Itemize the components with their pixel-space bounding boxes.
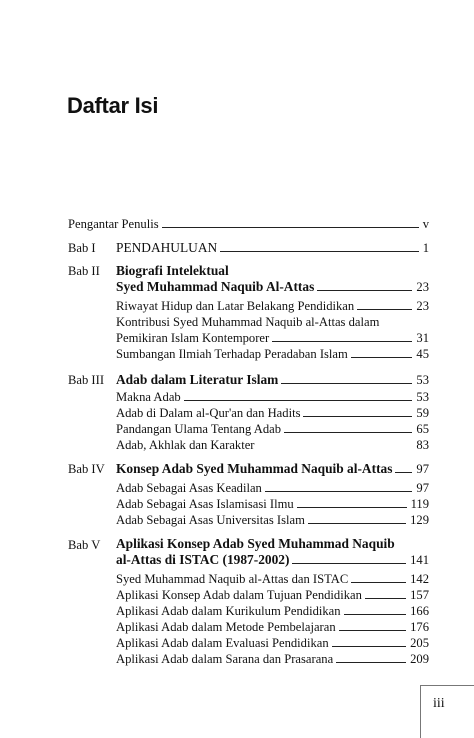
toc-entry: [116, 481, 429, 496]
toc-leader-line: [265, 491, 413, 492]
toc-entry: [116, 438, 429, 453]
toc-entry-page: 23: [416, 280, 429, 294]
toc-entry-pengantar: [68, 217, 429, 232]
toc-entry: [116, 347, 429, 362]
toc-leader-line: [351, 357, 413, 358]
toc-chapter-title-line-1: Aplikasi Konsep Adab Syed Muhammad Naquib: [116, 536, 395, 551]
toc-entry-page: 83: [416, 438, 429, 452]
toc-entry-bab-3: [116, 372, 429, 388]
toc-leader-line: [272, 341, 412, 342]
toc-chapter-title-line-1: Biografi Intelektual: [116, 263, 229, 278]
toc-entry: [116, 572, 429, 587]
toc-chapter-number: Bab IV: [68, 462, 105, 476]
toc-entry-label: Adab dalam Literatur Islam: [116, 372, 279, 387]
toc-entry-page: 59: [416, 406, 429, 420]
toc-entry-page: 119: [410, 497, 429, 511]
toc-entry-label: Adab, Akhlak dan Karakter: [116, 438, 255, 452]
toc-entry-page: 97: [416, 481, 429, 495]
toc-leader-line: [284, 432, 412, 433]
toc-entry-bab-4: [116, 461, 429, 477]
toc-entry-page: 157: [410, 588, 429, 602]
toc-leader-line: [317, 290, 412, 291]
toc-entry-label: Adab Sebagai Asas Universitas Islam: [116, 513, 305, 527]
toc-entry: [116, 299, 429, 314]
toc-entry-page: 141: [410, 553, 429, 567]
toc-entry-label: Aplikasi Adab dalam Sarana dan Prasarana: [116, 652, 334, 666]
toc-leader-line: [308, 523, 406, 524]
toc-chapter-number: Bab V: [68, 538, 101, 552]
toc-entry-bab-2: [116, 279, 429, 295]
toc-leader-line: [365, 598, 406, 599]
page-title: Daftar Isi: [67, 93, 159, 118]
toc-entry-page: 31: [416, 331, 429, 345]
toc-entry-page: 129: [410, 513, 429, 527]
toc-entry-page: 205: [410, 636, 429, 650]
toc-entry: [116, 620, 429, 635]
toc-entry-label: Adab di Dalam al-Qur'an dan Hadits: [116, 406, 301, 420]
toc-entry-label: Aplikasi Konsep Adab dalam Tujuan Pendidikan: [116, 588, 362, 602]
toc-leader-line: [281, 383, 412, 384]
toc-entry-page: v: [422, 217, 429, 231]
toc-entry-page: 53: [416, 373, 429, 387]
toc-leader-line: [220, 251, 419, 252]
toc-entry-label: Syed Muhammad Naquib al-Attas dan ISTAC: [116, 572, 349, 586]
toc-entry-page: 45: [416, 347, 429, 361]
toc-entry-label: Pandangan Ulama Tentang Adab: [116, 422, 282, 436]
toc-leader-line: [357, 309, 412, 310]
toc-entry: [116, 652, 429, 667]
toc-leader-line: [292, 563, 406, 564]
toc-leader-line: [351, 582, 406, 583]
toc-leader-line: [184, 400, 413, 401]
toc-entry-label: Konsep Adab Syed Muhammad Naquib al-Attas: [116, 461, 393, 476]
toc-entry-label-line-2: Pemikiran Islam Kontemporer: [116, 331, 270, 345]
toc-chapter-number: Bab I: [68, 241, 96, 255]
toc-entry-label: Aplikasi Adab dalam Metode Pembelajaran: [116, 620, 336, 634]
toc-entry-label: Makna Adab: [116, 390, 181, 404]
toc-entry-label: Sumbangan Ilmiah Terhadap Peradaban Islam: [116, 347, 348, 361]
toc-entry: [116, 406, 429, 421]
toc-entry-page: 166: [410, 604, 429, 618]
toc-entry-label: Riwayat Hidup dan Latar Belakang Pendidikan: [116, 299, 355, 313]
toc-leader-line: [332, 646, 406, 647]
toc-entry: [116, 604, 429, 619]
toc-entry-page: 97: [416, 462, 429, 476]
toc-entry: [116, 331, 429, 346]
toc-entry: [116, 588, 429, 603]
toc-entry-page: 23: [416, 299, 429, 313]
page-number: iii: [433, 696, 445, 711]
toc-entry-bab-1: [68, 240, 429, 256]
toc-entry-label: Adab Sebagai Asas Keadilan: [116, 481, 262, 495]
toc-entry-label-line-1: Kontribusi Syed Muhammad Naquib al-Attas dalam: [116, 315, 380, 329]
toc-entry-label: Aplikasi Adab dalam Evaluasi Pendidikan: [116, 636, 329, 650]
toc-entry-page: 53: [416, 390, 429, 404]
toc-leader-line: [339, 630, 406, 631]
toc-chapter-title-line-2: Syed Muhammad Naquib Al-Attas: [116, 279, 315, 294]
toc-chapter-number: Bab II: [68, 264, 100, 278]
toc-entry-bab-5: [116, 552, 429, 568]
toc-entry-page: 176: [410, 620, 429, 634]
toc-leader-line: [162, 227, 419, 228]
toc-entry-label: Aplikasi Adab dalam Kurikulum Pendidikan: [116, 604, 341, 618]
toc-entry-label: Adab Sebagai Asas Islamisasi Ilmu: [116, 497, 294, 511]
toc-entry-page: 142: [410, 572, 429, 586]
toc-leader-line: [336, 662, 406, 663]
toc-entry-label: Pengantar Penulis: [68, 217, 159, 231]
toc-entry-page: 65: [416, 422, 429, 436]
toc-leader-line: [395, 472, 412, 473]
toc-chapter-title-line-2: al-Attas di ISTAC (1987-2002): [116, 552, 290, 567]
toc-chapter-number: Bab III: [68, 373, 105, 387]
toc-entry: [116, 390, 429, 405]
toc-entry: [116, 513, 429, 528]
toc-leader-line: [303, 416, 412, 417]
toc-entry: [116, 636, 429, 651]
page-number-box: [420, 685, 474, 738]
toc-entry-page: 209: [410, 652, 429, 666]
toc-entry-page: 1: [422, 241, 429, 255]
toc-leader-line: [344, 614, 407, 615]
toc-entry-label: PENDAHULUAN: [116, 240, 218, 255]
toc-entry: [116, 497, 429, 512]
toc-entry: [116, 422, 429, 437]
toc-leader-line: [297, 507, 407, 508]
